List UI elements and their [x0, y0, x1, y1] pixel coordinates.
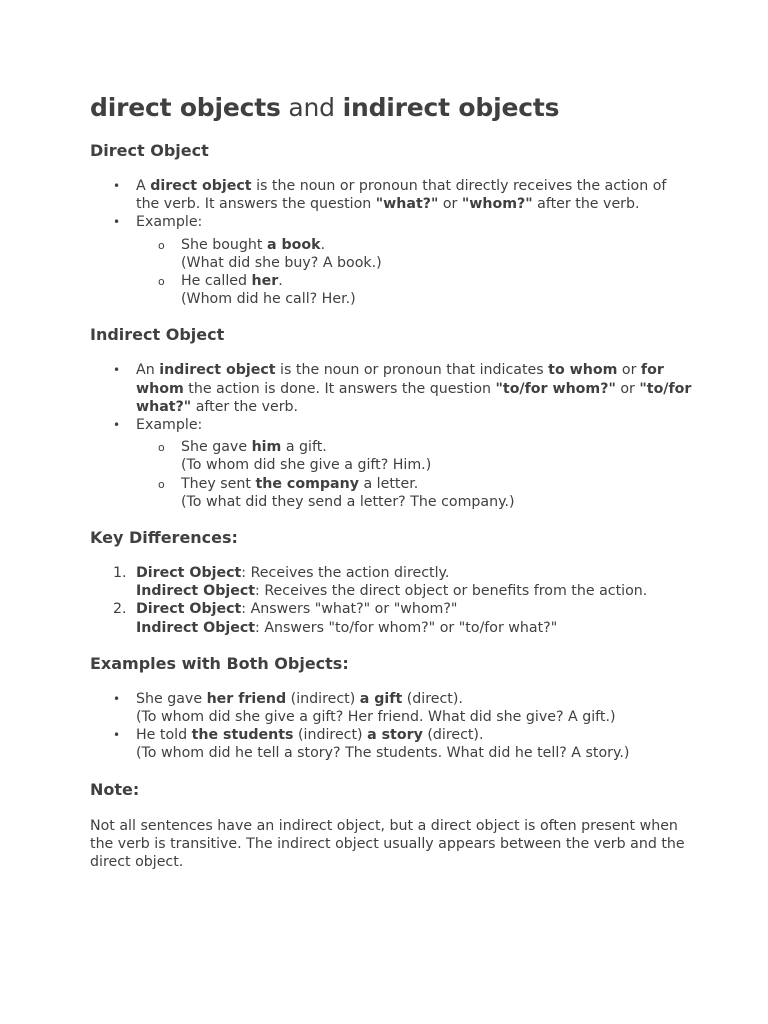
list-item: o They sent the company a letter. (To what did they send a letter? The company.) [181, 475, 686, 511]
both-objects-list [90, 690, 686, 763]
list-item: o She bought a book. (What did she buy? A book.) [181, 236, 686, 272]
list-item: 2. Direct Object: Answers "what?" or "whom?" Indirect Object: Answers "to/for whom?" or "to/for what?" [113, 601, 558, 636]
indirect-object-heading: Indirect Object [90, 325, 225, 345]
list-item: o She gave him a gift. (To whom did she give a gift? Him.) [181, 438, 686, 474]
direct-object-list [90, 177, 686, 308]
key-differences-list [90, 564, 686, 637]
note-section [90, 780, 686, 872]
direct-object-heading: Direct Object [90, 141, 209, 160]
list-item: 1. Direct Object: Receives the action directly. Indirect Object: Receives the direct object or benefits from the action. [113, 565, 648, 600]
direct-object-example-label: • Example: o She bought a book. (What did she buy? A book.) o He called her. (Whom did he call? Her.) [136, 213, 686, 308]
indirect-object-examples [136, 438, 686, 511]
both-objects-heading: Examples with Both Objects: [90, 653, 349, 673]
note-text: Not all sentences have an indirect object, but a direct object is often present when the verb is transitive. The indirect object usually appears between the verb and the direct object. [90, 817, 685, 871]
list-item: • She gave her friend (indirect) a gift (direct). (To whom did she give a gift? Her friend. What did she give? A gift.) [136, 690, 686, 726]
note-heading: Note: [90, 779, 140, 799]
direct-object-definition: • A direct object is the noun or pronoun that directly receives the action of the verb. It answers the question "what?" or "whom?" after the verb. [136, 177, 686, 213]
indirect-object-example-label: • Example: o She gave him a gift. (To whom did she give a gift? Him.) o They sent the company a letter. (To what did they send a letter? The company.) [136, 416, 686, 511]
direct-object-examples [136, 236, 686, 309]
document-page [90, 92, 692, 871]
key-differences-heading: Key Differences: [90, 528, 238, 548]
indirect-object-definition: • An indirect object is the noun or pronoun that indicates to whom or for whom the action is done. It answers the question "to/for whom?" or "to/for what?" after the verb. [136, 361, 696, 416]
list-item: o He called her. (Whom did he call? Her.) [181, 272, 686, 308]
indirect-object-list [90, 361, 692, 511]
list-item: • He told the students (indirect) a story (direct). (To whom did he tell a story? The students. What did he tell? A story.) [136, 726, 686, 762]
page-title: direct objects and indirect objects [90, 93, 560, 122]
